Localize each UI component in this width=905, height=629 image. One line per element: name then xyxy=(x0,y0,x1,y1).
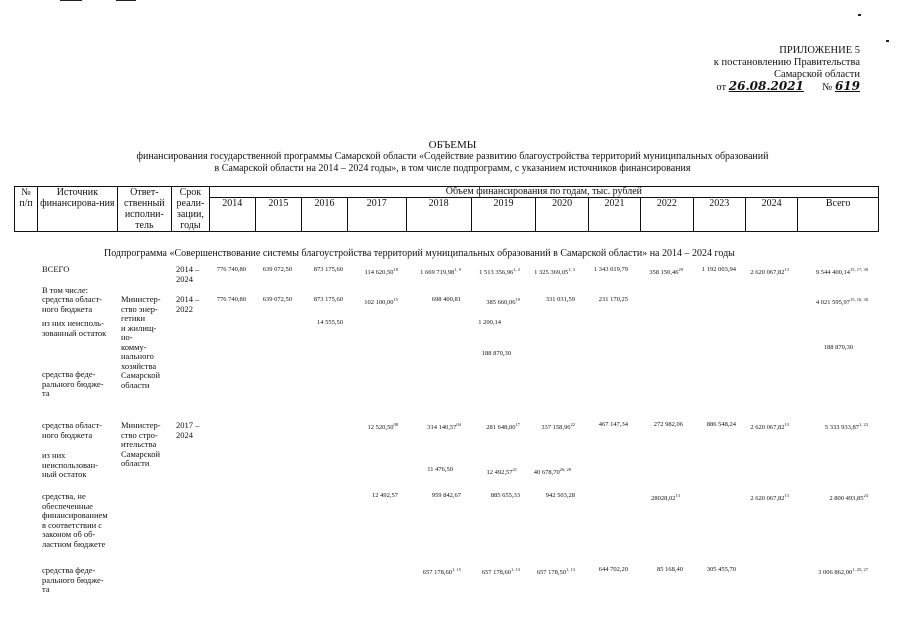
cell-regional-b-2024: 2 620 067,82$^{13}$ xyxy=(750,422,789,432)
row-label-federal-a: средства феде- рального бюдже- та xyxy=(42,369,104,398)
cell-total-2021: 1 343 019,79 xyxy=(593,266,628,273)
cell-federal-a-total: 188 870,30 xyxy=(823,344,853,351)
row-label-total: ВСЕГО xyxy=(42,264,70,274)
executor-energy-ministry: Министер- ство энер- гетики и жилищ- но- комму- нального хозяйства Самарской области xyxy=(121,294,161,390)
cell-total-2015: 639 072,50 xyxy=(262,266,292,273)
year-header: 2023 xyxy=(693,198,745,232)
cell-total-2014: 776 740,80 xyxy=(216,266,246,273)
cell-federal-b-total: 3 006 862,00$^{1, 25, 27}$ xyxy=(818,567,868,577)
executor-build-ministry: Министер- ство стро- ительства Самарской области xyxy=(121,420,161,468)
cell-regional-b-2021: 467 147,34 xyxy=(598,421,628,428)
cell-regional-a-2018: 698 400,81 xyxy=(431,296,461,303)
cell-total-2024: 2 620 067,82$^{13}$ xyxy=(750,267,789,277)
year-header: 2014 xyxy=(209,198,255,232)
row-label-unused-b: из них неиспользован- ный остаток xyxy=(42,450,99,479)
cell-regional-a-2015: 639 072,50 xyxy=(262,296,292,303)
cell-regional-a-2016: 873 175,60 xyxy=(313,296,343,303)
cell-unsecured-total: 2 800 493,85$^{24}$ xyxy=(829,493,868,503)
year-header: 2022 xyxy=(641,198,693,232)
scan-mark xyxy=(116,0,136,1)
cell-unused-a-2019: 1 200,14 xyxy=(478,319,501,326)
subprogram-title: Подпрограмма «Совершенствование системы благоустройства территорий муниципальных образований в Самарской области» на 2014 – 2024 годы xyxy=(104,248,735,259)
cell-regional-a-2014: 776 740,80 xyxy=(216,296,246,303)
cell-unused-a-2016: 14 555,50 xyxy=(317,319,343,326)
cell-regional-a-2021: 231 170,25 xyxy=(598,296,628,303)
scan-dot xyxy=(858,14,861,16)
number-label: № xyxy=(822,82,833,93)
doc-title: ОБЪЕМЫ xyxy=(428,139,477,151)
doc-subtitle-1: финансирования государственной программы Самарской области «Содействие развитию благоустройства территорий муниципальных образований xyxy=(136,151,769,162)
cell-total-2020: 1 325 369,05$^{1, 3}$ xyxy=(534,267,575,277)
cell-total-2018: 1 669 719,98$^{1, 9}$ xyxy=(420,267,461,277)
scan-mark xyxy=(60,0,82,1)
decree-number: 619 xyxy=(834,79,860,93)
row-label-unsecured: средства, не обеспеченные финансированием в соответствии с законом об об- ластном бюджете xyxy=(42,491,108,549)
year-header: 2020 xyxy=(536,198,588,232)
cell-regional-b-2020: 337 158,96$^{22}$ xyxy=(541,422,575,432)
header-table xyxy=(14,186,879,232)
cell-unsecured-2017: 12 492,57 xyxy=(372,492,398,499)
row-label-regional-b: средства област- ного бюджета xyxy=(42,420,102,440)
col-num-header: № п/п xyxy=(15,187,38,232)
cell-federal-b-2019: 657 178,60$^{1, 13}$ xyxy=(481,567,520,577)
appendix-date-line xyxy=(716,80,860,94)
cell-unused-b-2018: 11 476,50 xyxy=(427,466,453,473)
cell-total-2023: 1 192 003,94 xyxy=(701,266,736,273)
year-header: 2015 xyxy=(255,198,301,232)
row-label-federal-b: средства феде- рального бюдже- та xyxy=(42,565,104,594)
years-header: Объем финансирования по годам, тыс. рублей xyxy=(209,187,878,198)
row-label-regional-a: средства област- ного бюджета xyxy=(42,294,102,314)
period-total: 2014 – 2024 xyxy=(176,264,200,284)
cell-total-2017: 114 620,50$^{18}$ xyxy=(364,267,398,277)
cell-regional-a-total: 4 021 595,97$^{15, 16, 30}$ xyxy=(815,297,868,307)
cell-unsecured-2022: 28028,02$^{13}$ xyxy=(651,493,680,503)
cell-total-2016: 873 175,60 xyxy=(313,266,343,273)
appendix-title: ПРИЛОЖЕНИЕ 5 xyxy=(779,45,860,56)
from-label: от xyxy=(716,82,727,93)
year-header: 2021 xyxy=(588,198,640,232)
cell-regional-b-2018: 314 140,57$^{04}$ xyxy=(427,422,461,432)
cell-regional-b-2022: 272 982,06 xyxy=(653,421,683,428)
cell-federal-a-2019: 188 870,30 xyxy=(481,350,511,357)
row-label-in-that: В том числе: xyxy=(42,285,88,295)
year-header: 2017 xyxy=(347,198,406,232)
col-executor-header: Ответ-ственный исполни-тель xyxy=(117,187,171,232)
cell-total-2019: 1 513 356,96$^{1, 2}$ xyxy=(479,267,520,277)
scan-dot xyxy=(886,40,889,42)
cell-federal-b-2021: 644 702,20 xyxy=(598,566,628,573)
year-header: 2024 xyxy=(745,198,797,232)
year-header: 2019 xyxy=(471,198,536,232)
year-header: 2016 xyxy=(301,198,347,232)
decree-date: 26.08.2021 xyxy=(728,79,804,93)
cell-unsecured-2018: 959 842,67 xyxy=(431,492,461,499)
year-header: 2018 xyxy=(406,198,471,232)
col-source-header: Источник финансирова-ния xyxy=(38,187,118,232)
cell-unused-b-2019: 12 492,57$^{21}$ xyxy=(486,467,517,477)
cell-unsecured-2019: 885 655,33 xyxy=(490,492,520,499)
cell-federal-b-2020: 657 178,50$^{1, 13}$ xyxy=(536,567,575,577)
cell-regional-b-2019: 281 648,00$^{17}$ xyxy=(486,422,520,432)
period-a: 2014 – 2022 xyxy=(176,294,200,314)
total-header: Всего xyxy=(798,198,879,232)
cell-unused-b-2020: 40 678,70$^{26, 28}$ xyxy=(533,467,571,477)
cell-regional-b-2017: 12 520,50$^{08}$ xyxy=(367,422,398,432)
cell-regional-a-2019: 385 660,06$^{19}$ xyxy=(486,297,520,307)
cell-unsecured-2020: 942 503,28 xyxy=(545,492,575,499)
appendix-line2: Самарской области xyxy=(774,69,860,80)
cell-total-all: 9 544 400,14$^{15, 17, 30}$ xyxy=(815,267,868,277)
row-label-unused-a: из них неисполь- зованный остаток xyxy=(42,318,107,338)
cell-regional-a-2020: 331 031,59 xyxy=(545,296,575,303)
doc-subtitle-2: в Самарской области на 2014 – 2024 годы», в том числе подпрограмм, с указанием источников финансирования xyxy=(214,163,691,174)
cell-total-2022: 358 150,46$^{29}$ xyxy=(649,267,683,277)
cell-federal-b-2018: 657 178,60$^{1, 15}$ xyxy=(422,567,461,577)
appendix-line1: к постановлению Правительства xyxy=(713,57,860,68)
cell-regional-a-2017: 102 100,00$^{15}$ xyxy=(364,297,398,307)
cell-regional-b-2023: 886 548,24 xyxy=(706,421,736,428)
cell-unsecured-2024: 2 620 067,82$^{13}$ xyxy=(750,493,789,503)
col-period-header: Срок реали-зации, годы xyxy=(172,187,210,232)
cell-regional-b-total: 5 333 933,87$^{1, 23}$ xyxy=(824,422,868,432)
cell-federal-b-2023: 305 455,70 xyxy=(706,566,736,573)
period-b: 2017 – 2024 xyxy=(176,420,200,440)
cell-federal-b-2022: 85 168,40 xyxy=(657,566,683,573)
